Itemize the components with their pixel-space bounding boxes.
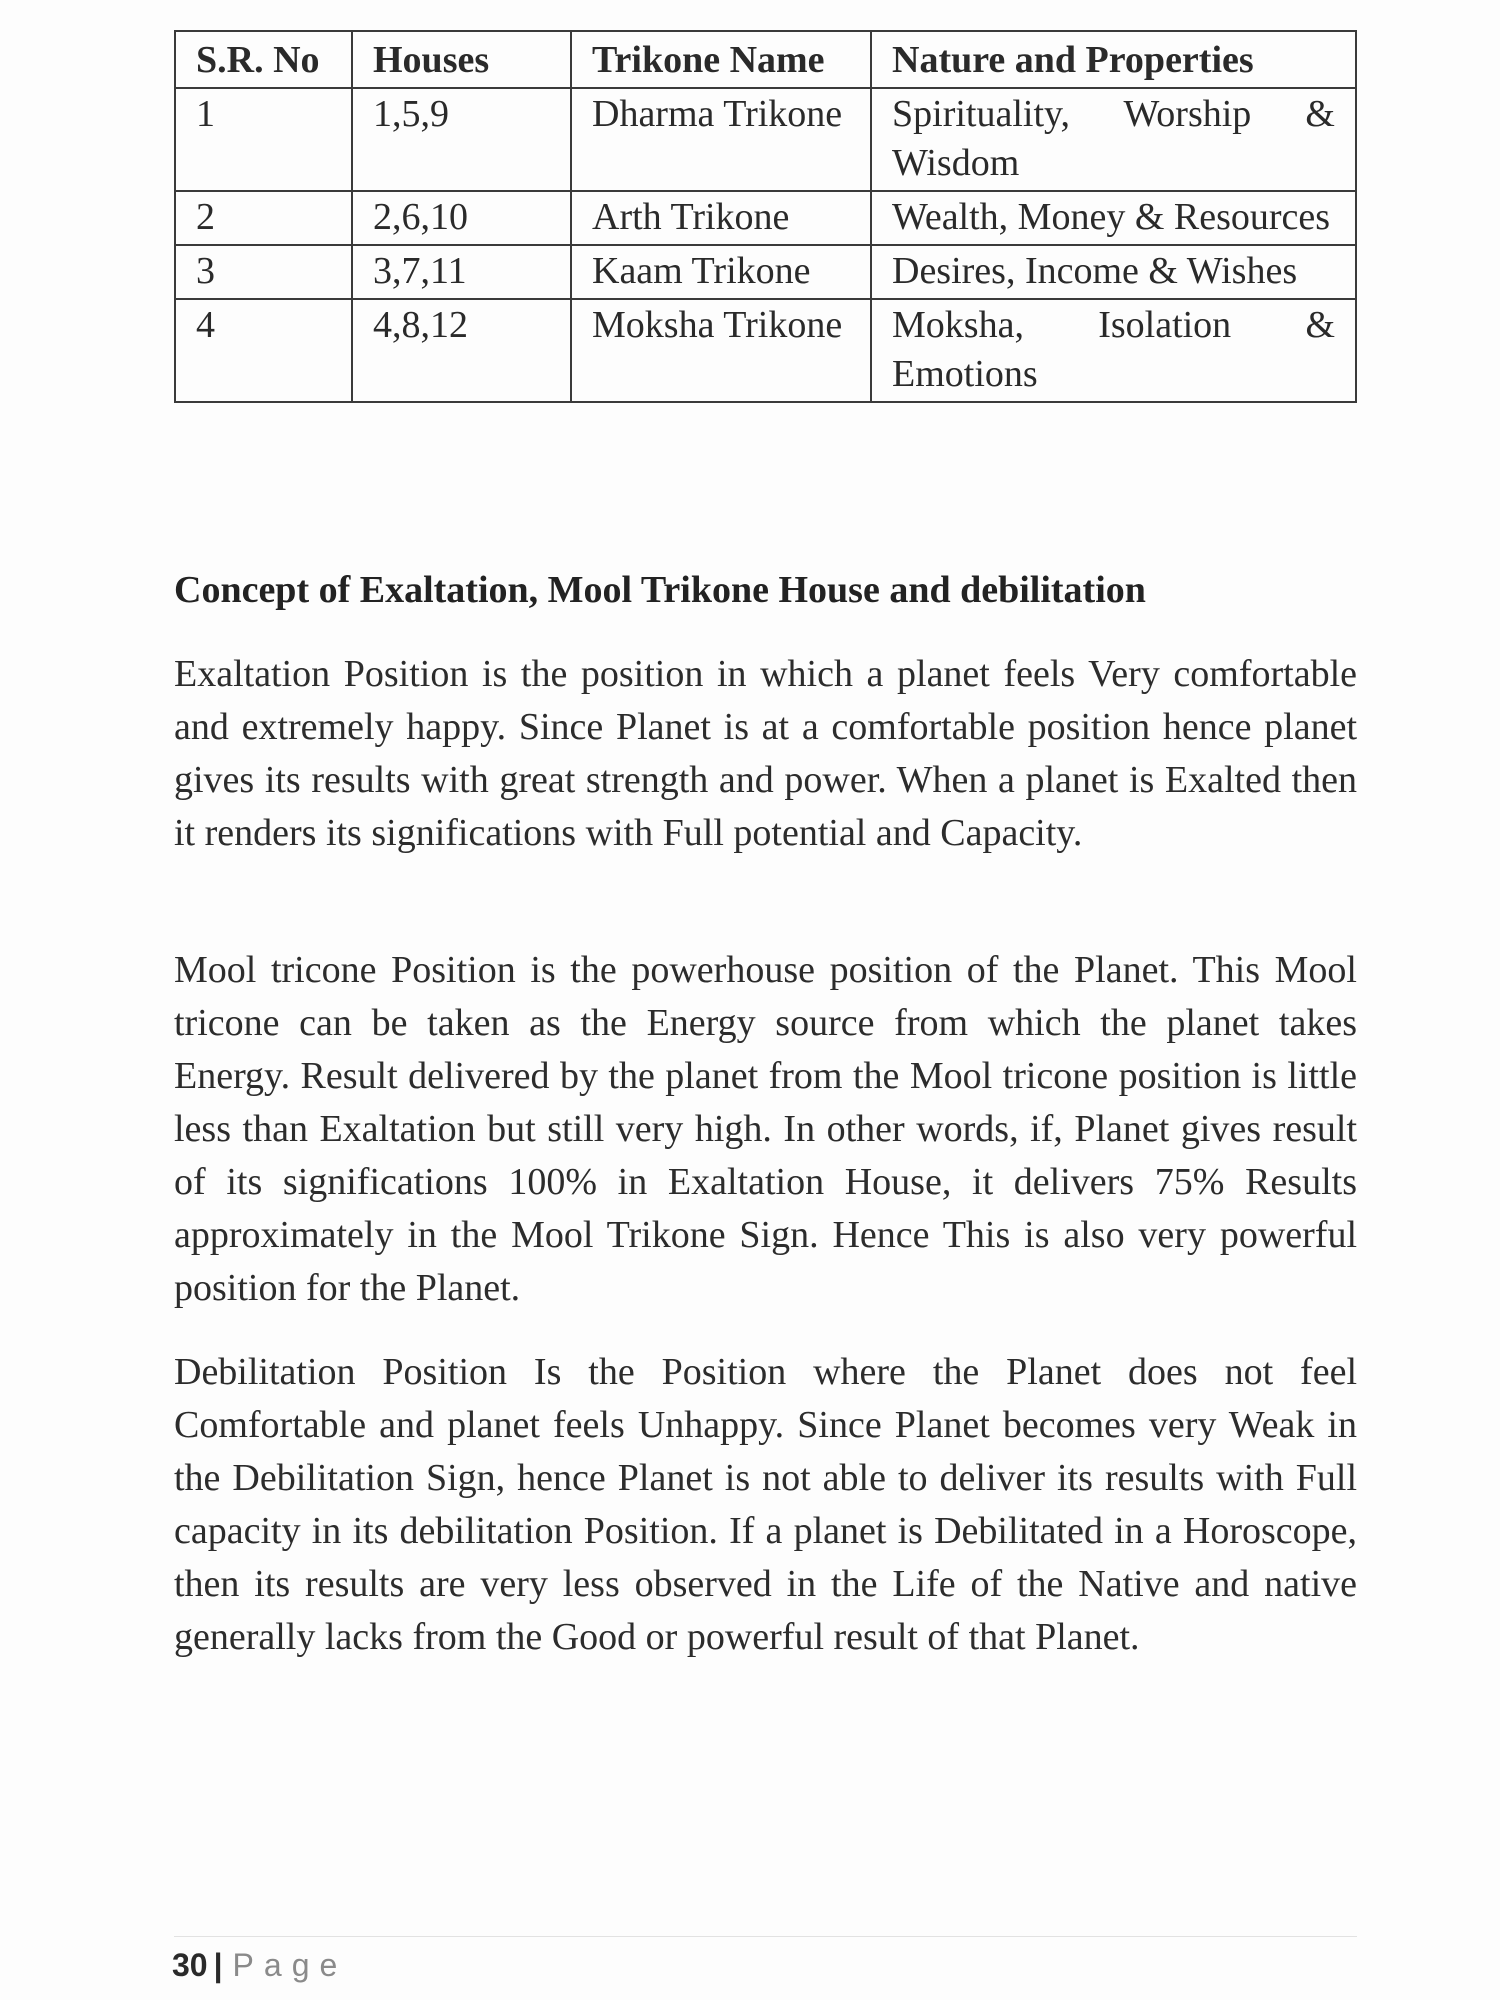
section-heading: Concept of Exaltation, Mool Trikone House and debilitation	[174, 569, 1146, 611]
table-row	[175, 299, 1356, 402]
paragraph-debilitation: Debilitation Position Is the Position where the Planet does not feel Comfortable and planet feels Unhappy. Since Planet becomes very Weak in the Debilitation Sign, hence Planet is not able to deliver its results with Full capacity in its debilitation Position. If a planet is Debilitated in a Horoscope, then its results are very less observed in the Life of the Native and native generally lacks from the Good or powerful result of that Planet.	[174, 1351, 1357, 1658]
cell-sr: 4	[175, 299, 352, 402]
paragraph-mool-tricone: Mool tricone Position is the powerhouse position of the Planet. This Mool tricone can be taken as the Energy source from which the planet takes Energy. Result delivered by the planet from the Mool tricone position is little less than Exaltation but still very high. In other words, if, Planet gives result of its significations 100% in Exaltation House, it delivers 75% Results approximately in the Mool Trikone Sign. Hence This is also very powerful position for the Planet.	[174, 949, 1357, 1309]
cell-nature: Moksha, Isolation & Emotions	[871, 299, 1356, 402]
cell-trikone-name: Kaam Trikone	[571, 245, 871, 299]
page-number: 30	[172, 1947, 208, 1983]
cell-houses: 4,8,12	[352, 299, 571, 402]
header-trikone-name: Trikone Name	[571, 31, 871, 88]
table-row	[175, 245, 1356, 299]
header-nature-properties: Nature and Properties	[871, 31, 1356, 88]
footer-divider	[174, 1936, 1357, 1937]
cell-nature: Wealth, Money & Resources	[871, 191, 1356, 245]
cell-trikone-name: Moksha Trikone	[571, 299, 871, 402]
cell-trikone-name: Arth Trikone	[571, 191, 871, 245]
trikone-table	[174, 30, 1357, 403]
cell-houses: 1,5,9	[352, 88, 571, 191]
table-row	[175, 191, 1356, 245]
cell-houses: 2,6,10	[352, 191, 571, 245]
cell-nature: Desires, Income & Wishes	[871, 245, 1356, 299]
cell-houses: 3,7,11	[352, 245, 571, 299]
cell-nature: Spirituality, Worship & Wisdom	[871, 88, 1356, 191]
paragraph-exaltation: Exaltation Position is the position in which a planet feels Very comfortable and extremely happy. Since Planet is at a comfortable position hence planet gives its results with great strength and power. When a planet is Exalted then it renders its significations with Full potential and Capacity.	[174, 653, 1357, 854]
cell-sr: 1	[175, 88, 352, 191]
table-row	[175, 88, 1356, 191]
header-houses: Houses	[352, 31, 571, 88]
header-sr-no: S.R. No	[175, 31, 352, 88]
table-header-row	[175, 31, 1356, 88]
cell-trikone-name: Dharma Trikone	[571, 88, 871, 191]
page-footer	[172, 1945, 347, 1985]
footer-separator: |	[213, 1947, 223, 1983]
cell-sr: 2	[175, 191, 352, 245]
page-label: Page	[232, 1947, 348, 1983]
cell-sr: 3	[175, 245, 352, 299]
